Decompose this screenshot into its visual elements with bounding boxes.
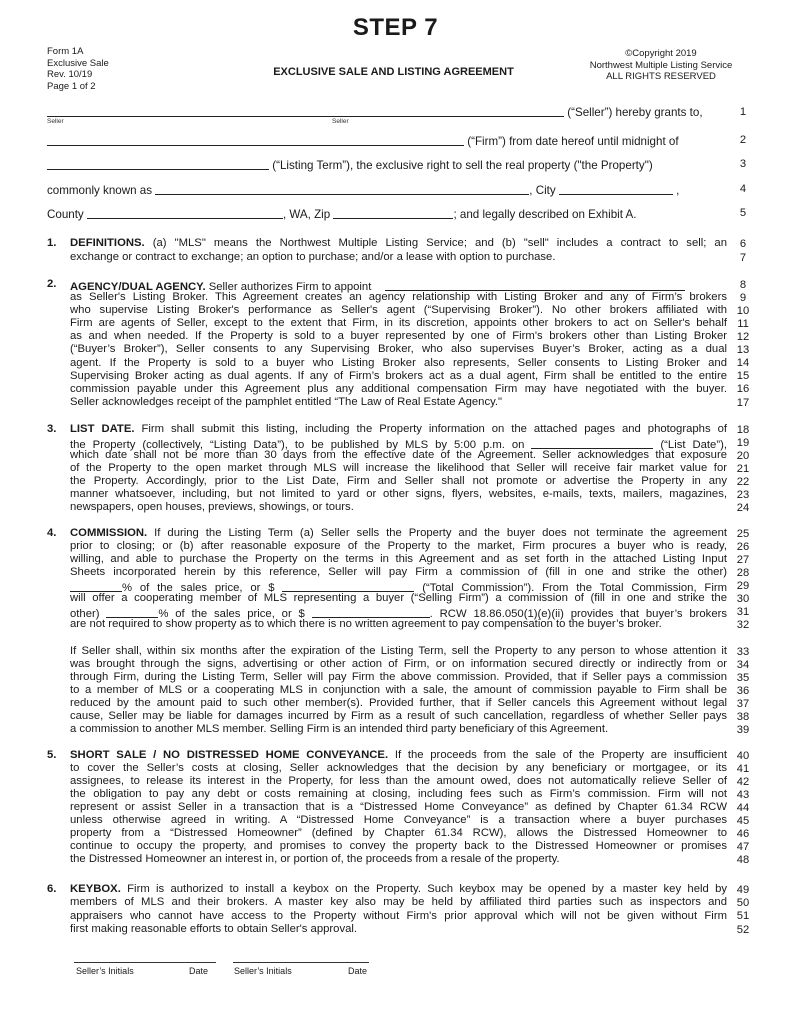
listing-term-field[interactable] — [47, 158, 269, 170]
listing-term-text: (“Listing Term”), the exclusive right to sell the real property ("the Property") — [272, 159, 653, 172]
line-number: 8 — [739, 279, 747, 291]
section-line: willing, and able to purchase the Property on the terms in this Agreement and as set forth in the attached Listing Input — [70, 553, 727, 565]
section-line — [70, 237, 727, 251]
line-number: 35 — [736, 672, 750, 684]
section-line: members of MLS and their brokers. A master key also may be held by affiliated third parties such as inspectors and — [70, 896, 727, 909]
section-line — [70, 579, 727, 592]
address-line-end: , — [676, 184, 680, 197]
section-line: (“Buyer’s Broker”), Seller consents to any Supervising Broker, who also supervises Buyer’s Broker, acting as a dual — [70, 343, 727, 356]
section-line: reduced by the amount paid to such other member(s). Provided further, that if Seller cancels this Agreement without legal — [70, 697, 727, 709]
line-number: 3 — [739, 158, 747, 170]
line-number: 16 — [736, 383, 750, 395]
line-number: 11 — [737, 318, 749, 330]
form-id: Form 1A — [47, 46, 84, 57]
line-number: 9 — [739, 292, 747, 304]
list-date-field[interactable] — [531, 437, 653, 449]
line-number: 24 — [736, 502, 750, 514]
seller-initials-label-2: Seller’s Initials — [234, 966, 292, 976]
section-line: continue to occupy the property, and promises to convey the property back to the Distressed Homeowner or promises — [70, 840, 727, 852]
line-number: 39 — [736, 724, 750, 736]
selling-firm-amount-field[interactable] — [312, 606, 430, 618]
section-heading: SHORT SALE / NO DISTRESSED HOME CONVEYANCE. — [70, 749, 389, 761]
section-line: through Firm, during the Listing Term, Seller will pay Firm the above commission. Provided, that if Seller pays a commission — [70, 671, 727, 683]
listing-term-line — [47, 157, 744, 171]
line-number: 32 — [736, 619, 750, 631]
line-number: 28 — [736, 567, 750, 579]
copyright-block — [576, 48, 746, 83]
line-number: 7 — [739, 252, 747, 264]
section-heading: AGENCY/DUAL AGENCY. — [70, 281, 206, 293]
line-number: 41 — [736, 763, 750, 775]
section-number: 1. — [47, 237, 57, 249]
section-line — [70, 749, 727, 762]
section-line: the obligation to pay any debt or costs remaining at closing, including fees such as Firm’s commission. Firm will not — [70, 788, 727, 800]
section-text: (“Total Commission”). From the Total Commission, Firm — [422, 582, 728, 594]
section-number: 2. — [47, 278, 57, 290]
line-number: 40 — [736, 750, 750, 762]
form-revision: Rev. 10/19 — [47, 69, 93, 80]
section-line: the Property. Accordingly, prior to the List Date, Firm and Seller shall not promote or advertise the Property in any — [70, 475, 727, 487]
section-line: which date shall not be more than 30 days from the effective date of the Agreement. Seller acknowledges that exposure — [70, 449, 727, 461]
document-title-text: EXCLUSIVE SALE AND LISTING AGREEMENT — [273, 66, 514, 78]
section-line: to a member of MLS or a cooperating MLS in conjunction with a sale, the amount of commission payable to Firm shall be — [70, 684, 727, 696]
section-text: Firm is authorized to install a keybox on the Property. Such keybox may be opened by a master key held by — [120, 883, 727, 895]
firm-line — [47, 133, 744, 147]
section-line: was brought through the signs, advertising or other action of Firm, or on information secured directly or indirectly from or — [70, 658, 727, 670]
seller-grants-text: (“Seller”) hereby grants to, — [567, 106, 703, 119]
line-number: 46 — [736, 828, 750, 840]
seller-names-field[interactable] — [47, 105, 564, 117]
line-number: 10 — [736, 305, 750, 317]
section-line: exchange or contract to exchange; an option to purchase; and/or a lease with option to purchase. — [70, 250, 556, 263]
line-number: 52 — [736, 924, 750, 936]
line-number: 44 — [736, 802, 750, 814]
selling-firm-pct-field[interactable] — [106, 606, 158, 618]
section-line — [70, 278, 727, 291]
wa-zip-label: , WA, Zip — [282, 208, 331, 221]
section-line — [70, 883, 727, 896]
city-field[interactable] — [559, 183, 673, 195]
section-text: the Property (collectively, “Listing Data”), to be published by MLS by 5:00 p.m. on — [70, 439, 525, 451]
date-label-2: Date — [348, 966, 368, 976]
city-label: , City — [529, 184, 556, 197]
section-line: represent or assist Seller in a transaction that is a “Distressed Home Conveyance” as defined by Chapter 61.34 RCW — [70, 801, 727, 813]
section-line: manner whatsoever, including, but not limited to yard or other signs, flyers, websites, e-mails, texts, mailers, magazines, — [70, 488, 727, 500]
step-title: STEP 7 — [352, 14, 439, 41]
commonly-known-label: commonly known as — [47, 184, 153, 197]
line-number: 25 — [736, 528, 750, 540]
line-number: 34 — [736, 659, 750, 671]
line-number: 27 — [736, 554, 750, 566]
total-commission-pct-field[interactable] — [70, 580, 122, 592]
county-line — [47, 206, 744, 220]
line-number: 36 — [736, 685, 750, 697]
section-line: agent. If the Property is sold to a buyer who Listing Broker also represents, Seller consents to Listing Broker and — [70, 356, 727, 369]
firm-text: (“Firm”) from date hereof until midnight of — [467, 135, 679, 148]
seller-initials-label-1: Seller’s Initials — [76, 966, 134, 976]
line-number: 1 — [739, 106, 747, 118]
section-text: (a) "MLS" means the Northwest Multiple Listing Service; and (b) "sell" includes a contract to sell; an — [144, 237, 727, 249]
section-line: a commission to another MLS member. Selling Firm is an intended third party beneficiary of this Agreement. — [70, 723, 609, 735]
copyright-owner: Northwest Multiple Listing Service — [589, 59, 733, 71]
section-number: 6. — [47, 883, 57, 895]
line-number: 30 — [736, 593, 750, 605]
line-number: 15 — [736, 370, 750, 382]
address-field[interactable] — [155, 183, 529, 195]
line-number: 23 — [736, 489, 750, 501]
section-line: first making reasonable efforts to obtain Seller's approval. — [70, 922, 358, 935]
section-line: as and when needed. If the Property is sold to a buyer represented by one of Firm's brokers other than Listing Broker — [70, 330, 727, 343]
section-text: % of the sales price, or $ — [122, 582, 275, 594]
line-number: 43 — [736, 789, 750, 801]
section-line: are not required to show property as to which there is no written agreement to pay compensation to the buyer’s broker. — [70, 618, 662, 630]
section-line: property from a “Distressed Homeowner” (defined by Chapter 61.34 RCW), allows the Distressed Homeowner to — [70, 827, 727, 839]
line-number: 50 — [736, 897, 750, 909]
listing-broker-field[interactable] — [385, 279, 685, 291]
section-line: Supervising Broker acting as dual agents. If any of Firm’s brokers act as a dual agent, Firm shall be entitled to the entire — [70, 369, 727, 382]
section-line: unless otherwise agreed in writing. A “Distressed Home Conveyance” is a transaction where a buyer purchases — [70, 814, 727, 826]
section-line — [70, 423, 727, 436]
zip-field[interactable] — [333, 207, 453, 219]
section-line: newspapers, open houses, previews, showings, or tours. — [70, 501, 354, 513]
section-text: Firm shall submit this listing, including the Property information on the attached pages and photographs of — [134, 423, 727, 435]
line-number: 37 — [736, 698, 750, 710]
seller-label-1: Seller — [47, 118, 64, 125]
section-line: appraisers who cannot have access to the Property without Firm's prior approval which will not be given without Firm — [70, 909, 727, 922]
line-number: 5 — [739, 207, 747, 219]
section-heading: COMMISSION. — [70, 527, 148, 539]
seller-line — [47, 104, 744, 118]
line-number: 26 — [736, 541, 750, 553]
total-commission-amount-field[interactable] — [282, 580, 414, 592]
section-line: Seller acknowledges receipt of the pamphlet entitled “The Law of Real Estate Agency." — [70, 395, 503, 408]
line-number: 31 — [736, 606, 750, 618]
section-line: of the Property to the open market through MLS will increase the likelihood that Seller will receive fair market value for — [70, 462, 727, 474]
line-number: 2 — [739, 134, 747, 146]
line-number: 17 — [736, 397, 750, 409]
line-number: 4 — [739, 183, 747, 195]
address-line — [47, 182, 744, 196]
section-line: cause, Seller may be liable for damages incurred by Firm as a result of such cancellation, regardless of whether Seller pays — [70, 710, 727, 722]
firm-name-field[interactable] — [47, 134, 464, 146]
section-text: . RCW 18.86.050(1)(e)(ii) provides that buyer’s brokers — [429, 608, 728, 620]
line-number: 22 — [736, 476, 750, 488]
line-number: 49 — [736, 884, 750, 896]
section-heading: LIST DATE. — [70, 423, 135, 435]
seller-label-2: Seller — [332, 118, 349, 125]
seller-initials-line-2[interactable] — [233, 962, 369, 963]
section-line: Sheets incorporated herein by this reference, Seller will pay Firm a commission of (fill in one and strike the other) — [70, 566, 727, 578]
section-line: If Seller shall, within six months after the expiration of the Listing Term, sell the Property to any person to whose attention it — [70, 645, 727, 657]
section-line: assignees, to release its interest in the Property, for less than the amount owed, does not automatically relieve Seller of — [70, 775, 727, 787]
line-number: 12 — [736, 331, 750, 343]
line-number: 45 — [736, 815, 750, 827]
date-label-1: Date — [189, 966, 209, 976]
section-line: the Distressed Homeowner an interest in, or portion of, the proceeds from a resale of the property. — [70, 853, 560, 865]
section-line — [70, 436, 727, 449]
section-line: as Seller's Listing Broker. This Agreement creates an agency relationship with Listing Broker and any of Firm’s brokers — [70, 291, 727, 304]
section-text: Seller authorizes Firm to appoint — [205, 281, 372, 293]
section-line: to cover the Seller’s costs at closing, Seller acknowledges that the decision by any beneficiary or mortgagee, or its — [70, 762, 727, 774]
section-line: prior to closing; or (b) after reasonable exposure of the Property to the market, Firm procures a buyer who is ready, — [70, 540, 727, 552]
section-text: If the proceeds from the sale of the Property are insufficient — [388, 749, 727, 761]
line-number: 21 — [736, 463, 750, 475]
line-number: 51 — [736, 910, 750, 922]
line-number: 29 — [736, 580, 750, 592]
section-heading: DEFINITIONS. — [70, 237, 145, 249]
section-number: 5. — [47, 749, 57, 761]
section-line: will offer a cooperating member of MLS representing a buyer (“Selling Firm”) a commission of (fill in one and strike the — [70, 592, 727, 604]
section-number: 4. — [47, 527, 57, 539]
line-number: 48 — [736, 854, 750, 866]
form-type: Exclusive Sale — [47, 57, 109, 69]
line-number: 6 — [739, 238, 747, 250]
line-number: 19 — [736, 437, 750, 449]
line-number: 20 — [736, 450, 750, 462]
list-date-label: (“List Date”), — [660, 439, 727, 451]
section-line: Firm are agents of Seller, except to the extent that Firm, in its discretion, appoints other brokers to act on Seller's behalf — [70, 317, 727, 330]
line-number: 18 — [736, 424, 750, 436]
section-text: % of the sales price, or $ — [158, 608, 305, 620]
copyright-year: ©Copyright 2019 — [625, 48, 697, 59]
county-field[interactable] — [87, 207, 283, 219]
section-line — [70, 527, 727, 540]
section-line — [70, 605, 727, 618]
page-indicator: Page 1 of 2 — [47, 80, 96, 92]
seller-initials-line-1[interactable] — [74, 962, 216, 963]
section-number: 3. — [47, 423, 57, 435]
section-text: other) — [70, 608, 100, 620]
section-line: who supervise Listing Broker's performance as Seller's agent (“Supervising Broker”). No other brokers affiliated with — [70, 304, 727, 317]
line-number: 13 — [736, 344, 750, 356]
copyright-rights: ALL RIGHTS RESERVED — [606, 71, 716, 82]
line-number: 47 — [736, 841, 750, 853]
line-number: 38 — [736, 711, 750, 723]
legal-description-text: ; and legally described on Exhibit A. — [453, 208, 637, 221]
line-number: 33 — [736, 646, 750, 658]
section-line: commission payable under this Agreement plus any additional compensation Firm may have negotiated with the buyer. — [70, 382, 727, 395]
section-heading: KEYBOX. — [70, 883, 121, 895]
county-label: County — [47, 208, 84, 221]
line-number: 14 — [736, 357, 750, 369]
line-number: 42 — [736, 776, 750, 788]
section-text: If during the Listing Term (a) Seller sells the Property and the buyer does not terminate the agreement — [147, 527, 727, 539]
